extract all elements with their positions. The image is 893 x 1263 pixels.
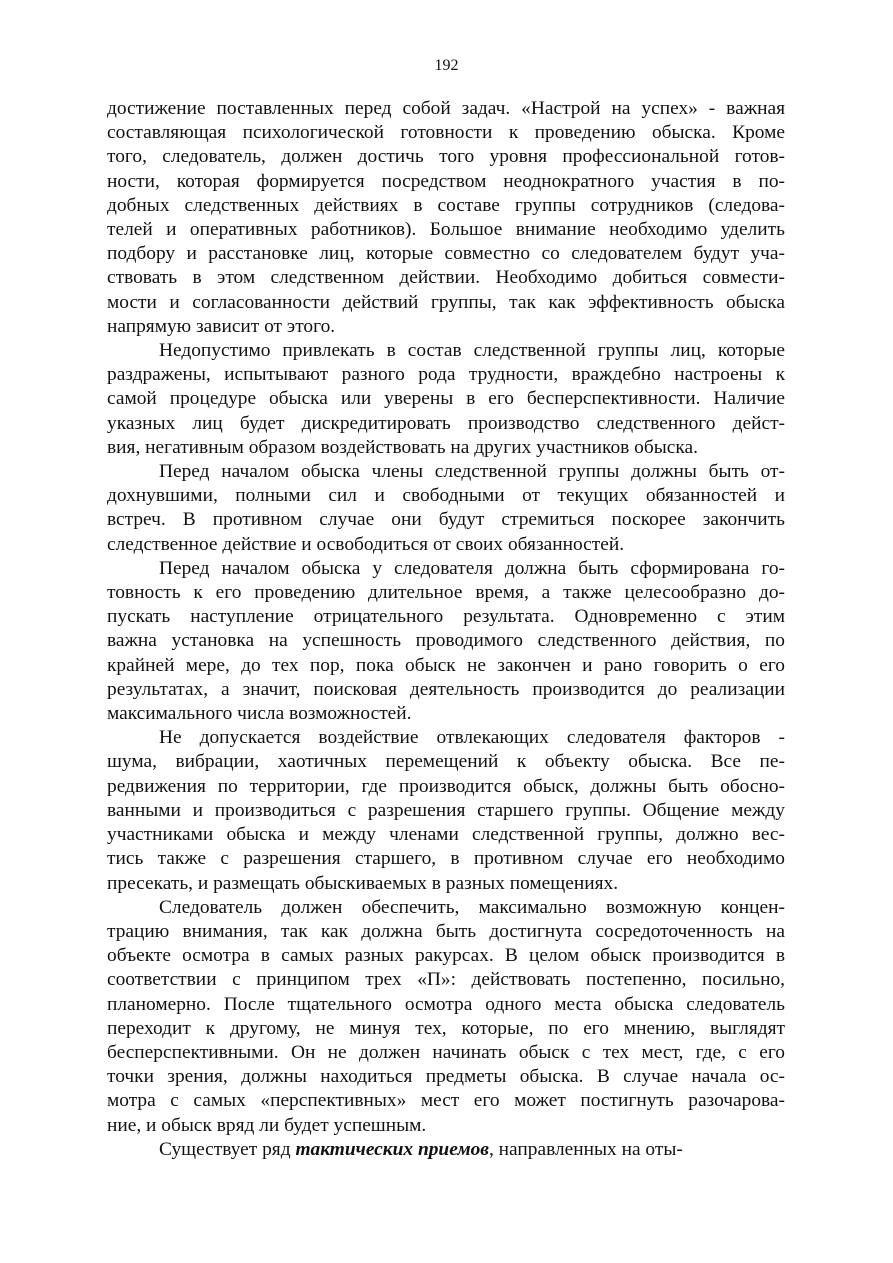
paragraph-line: пускать наступление отрицательного результата. Одновременно с этим: [107, 606, 785, 628]
page-number: 192: [434, 57, 459, 74]
paragraph-line: мотра с самых «перспективных» мест его может постигнуть разочарова-: [107, 1090, 785, 1112]
paragraph-line: ствовать в этом следственном действии. Необходимо добиться совмести-: [107, 267, 785, 289]
paragraph-line: встреч. В противном случае они будут стремиться поскорее закончить: [107, 509, 785, 531]
paragraph-line: вия, негативным образом воздействовать на других участников обыска.: [107, 436, 698, 458]
paragraph-line: участниками обыска и между членами следственной группы, должно вес-: [107, 824, 785, 846]
paragraph-line: результатах, а значит, поисковая деятельность производится до реализации: [107, 678, 785, 700]
paragraph-line: объекте осмотра в самых разных ракурсах. В целом обыск производится в: [107, 945, 785, 967]
paragraph-line: напрямую зависит от этого.: [107, 315, 336, 337]
paragraph-line: телей и оперативных работников). Большое внимание необходимо уделить: [107, 219, 785, 241]
paragraph-line: планомерно. После тщательного осмотра одного места обыска следователь: [107, 993, 785, 1015]
paragraph: [107, 97, 785, 339]
paragraph-line: ванными и производиться с разрешения старшего группы. Общение между: [107, 799, 785, 821]
paragraph-line: того, следователь, должен достичь того уровня профессиональной готов-: [107, 146, 785, 168]
paragraph-line: ние, и обыск вряд ли будет успешным.: [107, 1114, 427, 1136]
paragraph-line: Перед началом обыска у следователя должна быть сформирована го-: [159, 557, 785, 579]
paragraph-line: Не допускается воздействие отвлекающих следователя факторов -: [159, 727, 785, 749]
paragraph: [107, 557, 785, 726]
paragraph-line: составляющая психологической готовности к проведению обыска. Кроме: [107, 122, 785, 144]
emphasis-term: тактических приемов: [295, 1138, 489, 1160]
paragraph-line: тись также с разрешения старшего, в противном случае его необходимо: [107, 848, 785, 870]
paragraph-line: дохнувшими, полными сил и свободными от текущих обязанностей и: [107, 485, 785, 507]
paragraph-line: редвижения по территории, где производится обыск, должны быть обосно-: [107, 775, 785, 797]
paragraph: [107, 339, 785, 460]
paragraph-line: Перед началом обыска члены следственной группы должны быть от-: [159, 461, 785, 483]
paragraph: [107, 726, 785, 895]
paragraph-line: достижение поставленных перед собой задач. «Настрой на успех» - важная: [107, 98, 785, 119]
paragraph: [107, 896, 785, 1138]
paragraph-list: [107, 97, 785, 1138]
paragraph-line: добных следственных действиях в составе группы сотрудников (следова-: [107, 194, 785, 216]
paragraph-line: бесперспективными. Он не должен начинать обыск с тех мест, где, с его: [107, 1041, 785, 1063]
paragraph: [107, 460, 785, 557]
paragraph-line: шума, вибрации, хаотичных перемещений к объекту обыска. Все пе-: [107, 751, 785, 773]
final-line-end: , направленных на оты-: [488, 1138, 683, 1160]
paragraph-line: соответствии с принципом трех «П»: действовать постепенно, посильно,: [107, 969, 785, 991]
body-text: [107, 97, 785, 1162]
paragraph-line: ности, которая формируется посредством неоднократного участия в по-: [107, 170, 785, 192]
paragraph-line: Недопустимо привлекать в состав следственной группы лиц, которые: [159, 340, 785, 362]
paragraph-line: крайней мере, до тех пор, пока обыск не закончен и рано говорить о его: [107, 654, 785, 676]
paragraph-line: пресекать, и размещать обыскиваемых в разных помещениях.: [107, 872, 619, 894]
paragraph-line: важна установка на успешность проводимого следственного действия, по: [107, 630, 785, 652]
paragraph-line: мости и согласованности действий группы, так как эффективность обыска: [107, 291, 785, 313]
paragraph-line: раздражены, испытывают разного рода трудности, враждебно настроены к: [107, 364, 785, 386]
paragraph-line: товность к его проведению длительное время, а также целесообразно до-: [107, 582, 785, 604]
paragraph-final: [107, 1138, 785, 1162]
paragraph-line: следственное действие и освободиться от своих обязанностей.: [107, 533, 625, 555]
paragraph-line: [107, 1138, 785, 1162]
paragraph-line: Следователь должен обеспечить, максимально возможную концен-: [159, 896, 785, 918]
paragraph-line: точки зрения, должны находиться предметы обыска. В случае начала ос-: [107, 1066, 785, 1088]
paragraph-line: трацию внимания, так как должна быть достигнута сосредоточенность на: [107, 920, 785, 942]
paragraph-line: указных лиц будет дискредитировать производство следственного дейст-: [107, 412, 785, 434]
paragraph-line: подбору и расстановке лиц, которые совместно со следователем будут уча-: [107, 243, 785, 265]
final-line-start: Существует ряд: [159, 1138, 296, 1160]
paragraph-line: максимального числа возможностей.: [107, 703, 412, 725]
paragraph-line: самой процедуре обыска или уверены в его бесперспективности. Наличие: [107, 388, 785, 410]
paragraph-line: переходит к другому, не минуя тех, которые, по его мнению, выглядят: [107, 1017, 785, 1039]
